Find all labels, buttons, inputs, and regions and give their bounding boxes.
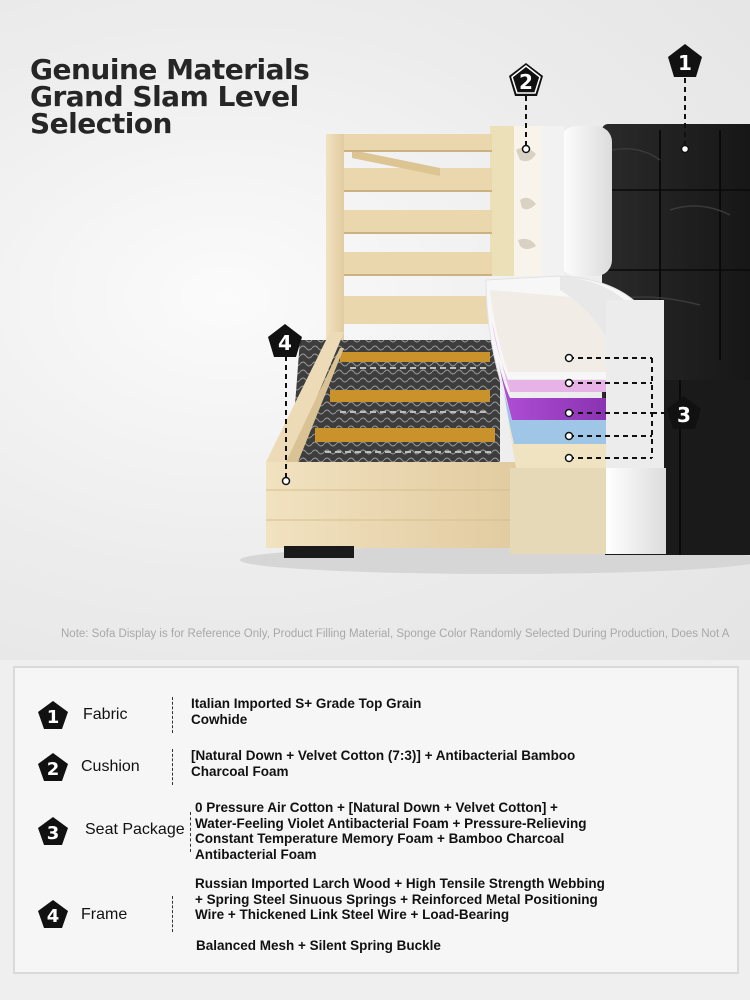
spec-badge-2-icon — [37, 752, 69, 782]
spec-badge-1-icon — [37, 700, 69, 730]
spec-desc-frame-continued: Balanced Mesh + Silent Spring Buckle — [196, 938, 441, 953]
callout-3-number: 3 — [677, 403, 691, 427]
spec-label-cushion: Cushion — [81, 758, 140, 775]
spec-3-number: 3 — [46, 823, 60, 844]
spec-desc-seat-package: 0 Pressure Air Cotton + [Natural Down + Velvet Cotton] + Water-Feeling Violet Antibacterial Foam + Pressure-Relieving Constant Temperature Memory Foam + Bamboo Charcoal Antibacterial Foam — [195, 800, 587, 862]
back-cushion-cutaway — [490, 126, 612, 276]
spec-label-frame: Frame — [81, 906, 128, 923]
disclaimer-note: Note: Sofa Display is for Reference Only, Product Filling Material, Sponge Color Randomly Selected During Production, Does Not A — [61, 628, 730, 640]
spec-badge-4-icon — [37, 899, 69, 929]
spec-divider — [190, 812, 191, 852]
spec-desc-fabric: Italian Imported S+ Grade Top Grain Cowhide — [191, 696, 422, 727]
seat-cushion-layers — [486, 276, 666, 554]
spec-divider — [172, 749, 173, 785]
spec-2-number: 2 — [46, 759, 60, 780]
spec-label-fabric: Fabric — [83, 706, 128, 723]
callout-4-number: 4 — [278, 331, 292, 355]
spec-desc-cushion: [Natural Down + Velvet Cotton (7:3)] + Antibacterial Bamboo Charcoal Foam — [191, 748, 576, 779]
spec-divider — [172, 896, 173, 932]
headline-line-2: Grand Slam Level — [30, 80, 299, 113]
callout-badge-2 — [509, 63, 543, 96]
callout-badge-1 — [668, 44, 702, 77]
materials-spec-panel — [13, 666, 739, 974]
headline-line-1: Genuine Materials — [30, 53, 310, 86]
callout-badge-4 — [268, 324, 302, 357]
spec-badge-3-icon — [37, 816, 69, 846]
spec-desc-frame: Russian Imported Larch Wood + High Tensile Strength Webbing + Spring Steel Sinuous Springs + Reinforced Metal Positioning Wire + Thickened Link Steel Wire + Load-Bearing — [195, 876, 605, 922]
spec-divider — [172, 697, 173, 733]
headline-line-3: Selection — [30, 107, 172, 140]
callout-1-number: 1 — [678, 51, 692, 75]
spec-4-number: 4 — [46, 906, 60, 927]
callout-2-number: 2 — [519, 70, 533, 94]
spec-1-number: 1 — [46, 707, 60, 728]
spec-label-seat-package: Seat Package — [85, 821, 185, 838]
